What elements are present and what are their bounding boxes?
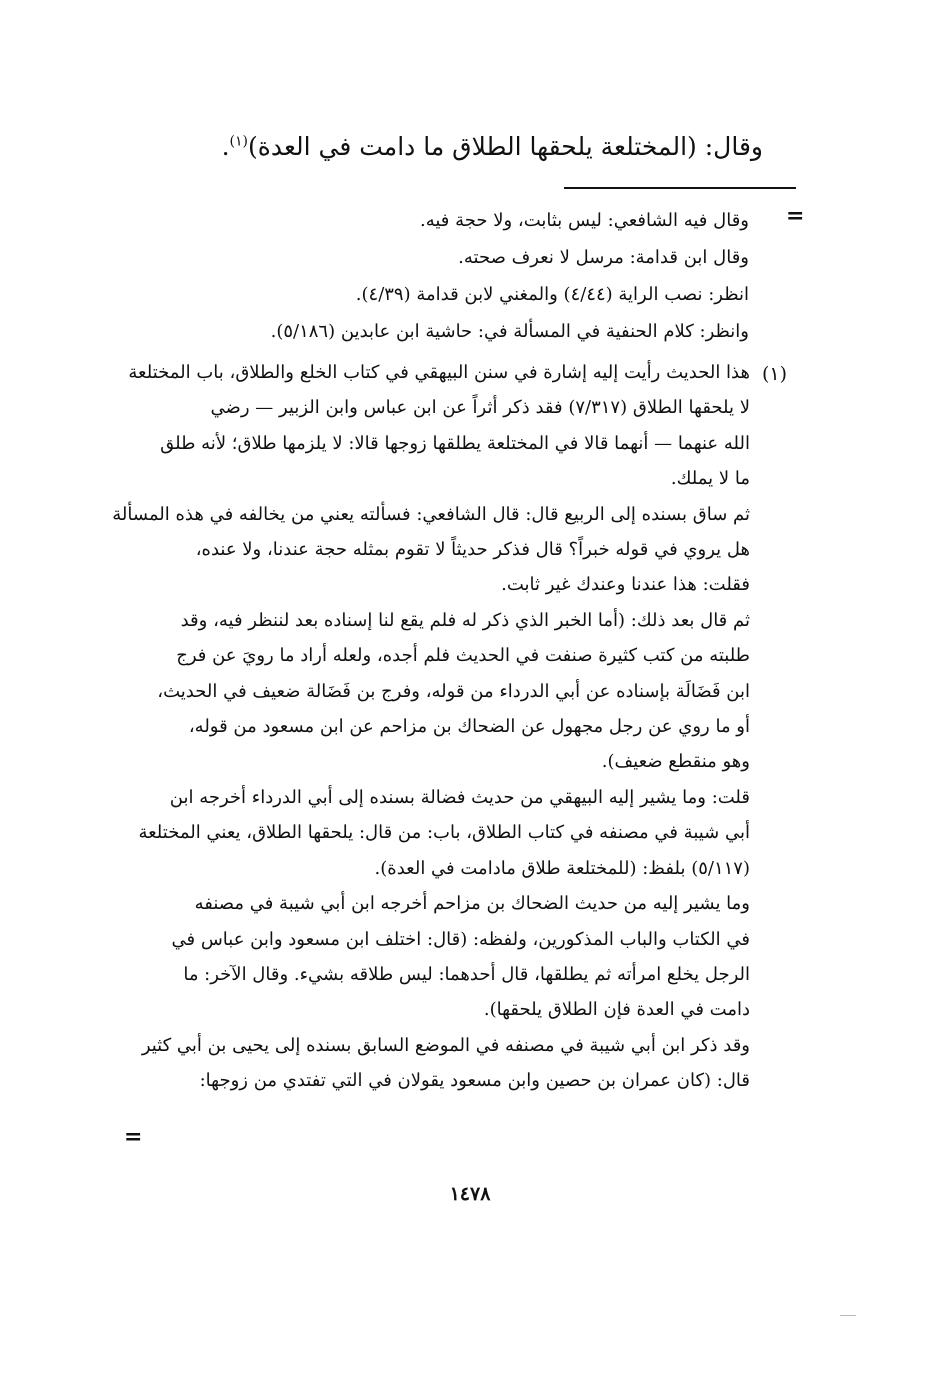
footnote [112,355,750,1099]
page-number: ١٤٧٨ [449,1183,491,1205]
footnote-line: أو ما روي عن رجل مجهول عن الضحاك بن مزاحم عن ابن مسعود من قوله، [188,716,750,738]
continuation-marker-bottom: = [124,1124,143,1150]
main-text: وقال: (المختلعة يلحقها الطلاق ما دامت في العدة) [247,132,763,161]
footnote-line: ابن فَضَالَة بإسناده عن أبي الدرداء من قوله، وفرج بن فَضَالة ضعيف في الحديث، [157,680,750,702]
footnote-line: ما لا يملك. [670,468,750,490]
footnote-line: الرجل يخلع امرأته ثم يطلقها، قال أحدهما: ليس طلاقه بشيء. وقال الآخر: ما [183,963,750,985]
continued-footnote [129,202,749,350]
continued-note-line: وانظر: كلام الحنفية في المسألة في: حاشية ابن عابدين (٥/١٨٦). [270,321,749,342]
footnote-ref: (١) [229,133,248,150]
main-text-line [203,132,763,161]
footnote-line: وقد ذكر ابن أبي شيبة في مصنفه في الموضع السابق بسنده إلى يحيى بن أبي كثير [141,1034,750,1056]
footnote-line: طلبته من كتب كثيرة صنفت في الحديث فلم أجده، ولعله أراد ما رويَ عن فرج [176,645,750,667]
footnote-line: وهو منقطع ضعيف). [601,751,750,773]
footnote-line: أبي شيبة في مصنفه في كتاب الطلاق، باب: من قال: يلحقها الطلاق، يعني المختلعة [138,822,750,844]
footnote-line: لا يلحقها الطلاق (٧/٣١٧) فقد ذكر أثراً عن ابن عباس وابن الزبير — رضي [210,397,750,419]
footnote-line: ثم ساق بسنده إلى الربيع قال: قال الشافعي: فسألته يعني من يخالفه في هذه المسألة [112,503,750,525]
continued-note-line: وقال فيه الشافعي: ليس بثابت، ولا حجة فيه. [419,210,749,231]
footnote-separator [564,187,796,189]
footnote-line: هل يروي في قوله خبراً؟ قال فذكر حديثاً لا تقوم بمثله حجة عندنا، ولا عنده، [195,539,750,561]
footnote-line: (٥/١١٧) بلفظ: (للمختلعة طلاق مادامت في العدة). [374,857,750,879]
footnote-line: ثم قال بعد ذلك: (أما الخبر الذي ذكر له فلم يقع لنا إسناده بعد لننظر فيه، وقد [180,609,750,631]
main-text-end: . [221,132,230,161]
continuation-marker-top: = [786,203,805,229]
footnote-line: قلت: وما يشير إليه البيهقي من حديث فضالة بسنده إلى أبي الدرداء أخرجه ابن [169,786,750,808]
footnote-line: دامت في العدة فإن الطلاق يلحقها). [483,999,750,1021]
footnote-line: وما يشير إليه من حديث الضحاك بن مزاحم أخرجه ابن أبي شيبة في مصنفه [194,893,750,915]
footnote-line: هذا الحديث رأيت إليه إشارة في سنن البيهقي في كتاب الخلع والطلاق، باب المختلعة [128,362,750,383]
footnote-line: قال: (كان عمران بن حصين وابن مسعود يقولان في التي تفتدي من زوجها: [199,1070,750,1092]
footnote-line: الله عنهما — أنهما قالا في المختلعة يطلقها زوجها قالا: لا يلزمها طلاق؛ لأنه طلق [160,432,750,454]
continued-note-line: انظر: نصب الراية (٤/٤٤) والمغني لابن قدامة (٤/٣٩). [355,284,749,305]
footnote-number: (١) [762,363,788,385]
scan-mark [840,1315,856,1316]
footnote-line: فقلت: هذا عندنا وعندك غير ثابت. [501,574,750,596]
footnote-line: في الكتاب والباب المذكورين، ولفظه: (قال: اختلف ابن مسعود وابن عباس في [171,928,750,950]
continued-note-line: وقال ابن قدامة: مرسل لا نعرف صحته. [458,247,749,268]
